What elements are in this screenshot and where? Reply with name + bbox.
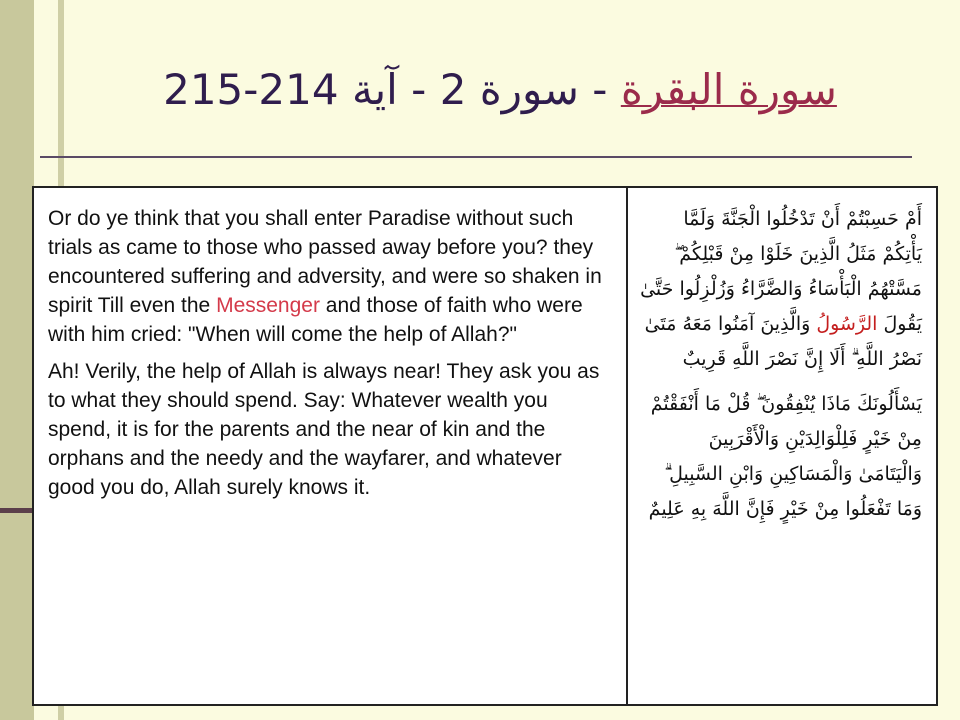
english-translation-column [34,188,628,704]
arabic-text-column [628,188,936,704]
title-divider [40,156,912,158]
page-title [120,60,880,120]
verse-214-arabic-part1: أَمْ حَسِبْتُمْ أَنْ تَدْخُلُوا الْجَنَّةَ وَلَمَّا يَأْتِكُمْ مَثَلُ الَّذِينَ خَلَوْا مِنْ قَبْلِكُمْ ۖ مَسَّتْهُمُ الْبَأْسَاءُ وَالضَّرَّاءُ وَزُلْزِلُوا حَتَّىٰ يَقُولَ [640,208,922,335]
left-decor-bar [0,0,34,720]
verse-215-english: Ah! Verily, the help of Allah is always near! They ask you as to what they should spend. Say: Whatever wealth you spend, it is for the parents and the near of kin and the orphans and the needy and the wayfarer, and whatever good you do, Allah surely knows it. [48,360,600,499]
verse-214-english-part1: Or do ye think that you shall enter Paradise without such trials as came to those who passed away before you? they encountered suffering and adversity, and were so shaken in spirit Till even the [48,207,602,317]
verse-table [32,186,938,706]
messenger-highlight: Messenger [216,294,320,317]
verse-214-english [48,204,614,349]
rasul-highlight: الرَّسُولُ [816,313,878,335]
verse-214-arabic-part2: وَالَّذِينَ آمَنُوا مَعَهُ مَتَىٰ نَصْرُ اللَّهِ ۗ أَلَا إِنَّ نَصْرَ اللَّهِ قَرِيبٌ [644,313,922,370]
title-rest: - سورة 2 - آية 214-215 [163,65,621,114]
verse-214-english-part2: and those of faith who were with him cried: "When will come the help of Allah?" [48,294,583,346]
surah-link[interactable]: سورة البقرة [620,65,837,114]
verse-214-arabic [640,202,922,377]
verse-215-arabic: يَسْأَلُونَكَ مَاذَا يُنْفِقُونَ ۖ قُلْ مَا أَنْفَقْتُمْ مِنْ خَيْرٍ فَلِلْوَالِدَيْنِ وَالْأَقْرَبِينَ وَالْيَتَامَىٰ وَالْمَسَاكِينِ وَابْنِ السَّبِيلِ ۗ وَمَا تَفْعَلُوا مِنْ خَيْرٍ فَإِنَّ اللَّهَ بِهِ عَلِيمٌ [648,393,922,520]
